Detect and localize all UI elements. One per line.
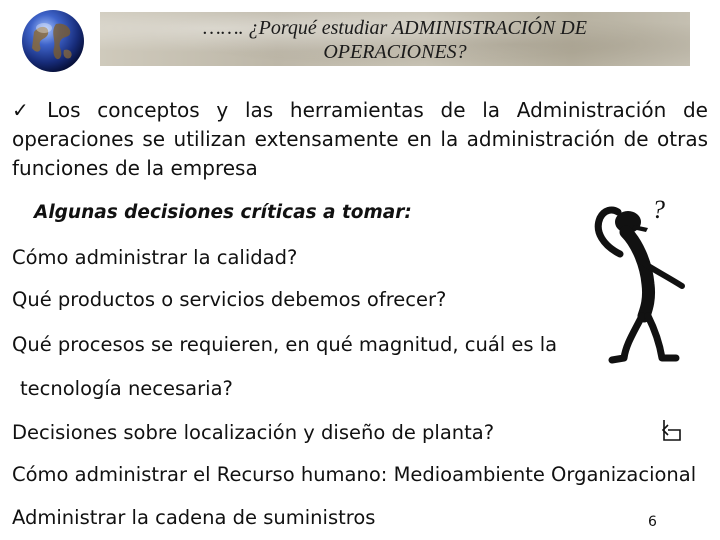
intro-paragraph <box>12 96 708 183</box>
intro-text: Los conceptos y las herramientas de la Administración de operaciones se utilizan extensamente en la administración de otras funciones de la empresa <box>12 98 708 180</box>
subheading: Algunas decisiones críticas a tomar: <box>34 202 412 223</box>
question-mark: ? <box>652 195 665 224</box>
question-item: Administrar la cadena de suministros <box>12 506 376 529</box>
thinking-stick-figure-icon <box>590 192 700 372</box>
question-item: Decisiones sobre localización y diseño de planta? <box>12 421 495 444</box>
title-line-1: ……. ¿Porqué estudiar ADMINISTRACIÓN DE <box>203 17 587 39</box>
slide-title <box>100 16 690 64</box>
globe-icon <box>20 8 86 74</box>
title-banner <box>100 12 690 66</box>
question-item: Qué productos o servicios debemos ofrecer? <box>12 288 447 311</box>
question-item: Qué procesos se requieren, en qué magnitud, cuál es la <box>12 333 558 356</box>
question-item: tecnología necesaria? <box>20 377 233 400</box>
title-line-2: OPERACIONES? <box>323 41 467 63</box>
question-item: Cómo administrar el Recurso humano: Medioambiente Organizacional <box>12 463 697 486</box>
page-number: 6 <box>648 514 657 530</box>
return-arrow-icon[interactable] <box>660 418 684 444</box>
question-item: Cómo administrar la calidad? <box>12 246 298 269</box>
checkmark-icon: ✓ <box>12 98 40 122</box>
